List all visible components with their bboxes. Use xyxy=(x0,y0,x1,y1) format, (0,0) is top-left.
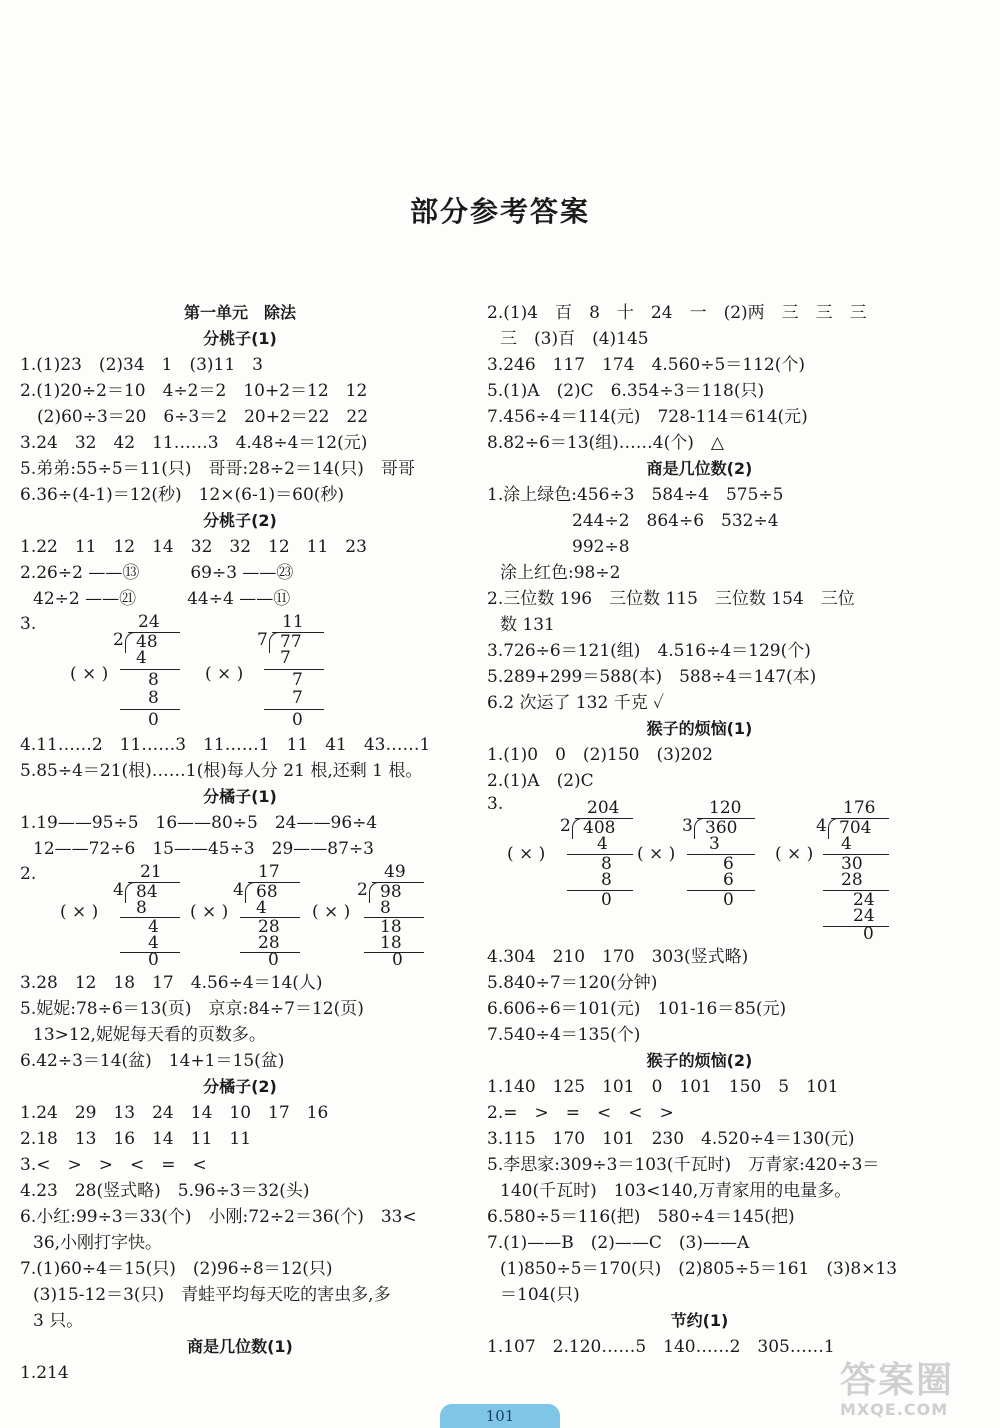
page-title: 部分参考答案 xyxy=(409,195,590,228)
answer-line: 1.140 125 101 0 101 150 5 101 xyxy=(487,1077,839,1097)
answer-line: 2.(1)4 百 8 十 24 一 (2)两 三 三 三 xyxy=(487,303,867,323)
long-division-group xyxy=(20,862,460,970)
section-heading: 猴子的烦恼(1) xyxy=(646,719,753,738)
step-value: 30 xyxy=(841,854,863,874)
answer-line: 1.214 xyxy=(20,1363,69,1383)
answer-line: 涂上红色:98÷2 xyxy=(500,563,621,583)
answer-line: 7.456÷4＝114(元) 728-114＝614(元) xyxy=(487,407,808,427)
check-mark: ( × ) xyxy=(507,844,546,864)
division-bracket xyxy=(125,632,136,653)
divisor: 2 xyxy=(357,880,368,900)
answer-line: ＝104(只) xyxy=(500,1285,580,1305)
check-mark: ( × ) xyxy=(60,902,99,922)
division-bracket xyxy=(125,882,136,903)
division-bracket xyxy=(572,818,583,839)
answer-line: 140(千瓦时) 103<140,万青家用的电量多。 xyxy=(500,1181,852,1201)
step-value: 7 xyxy=(292,688,303,708)
answer-line: 4.11……2 11……3 11……1 11 41 43……1 xyxy=(20,735,431,755)
answer-line: 6.580÷5＝116(把) 580÷4＝145(把) xyxy=(487,1207,795,1227)
division-bracket xyxy=(828,818,839,839)
division-bracket xyxy=(269,632,280,653)
remainder: 0 xyxy=(601,890,612,910)
step-value: 6 xyxy=(723,854,734,874)
answer-line: 5.弟弟:55÷5＝11(只) 哥哥:28÷2＝14(只) 哥哥 xyxy=(20,459,415,479)
answer-line: 2.= > = < < > xyxy=(487,1103,674,1123)
step-value: 7 xyxy=(292,670,303,690)
check-mark: ( × ) xyxy=(312,902,351,922)
step-value: 4 xyxy=(136,648,147,668)
answer-line: 5.840÷7＝120(分钟) xyxy=(487,973,658,993)
watermark-logo xyxy=(840,1362,954,1419)
quotient: 120 xyxy=(709,798,742,818)
remainder: 0 xyxy=(863,924,874,944)
divisor: 3 xyxy=(682,816,693,836)
answer-line: 3.246 117 174 4.560÷5＝112(个) xyxy=(487,355,806,375)
answer-line: (2)60÷3＝20 6÷3＝2 20+2＝22 22 xyxy=(20,407,369,427)
answer-line: 3.28 12 18 17 4.56÷4＝14(人) xyxy=(20,973,323,993)
step-value: 28 xyxy=(258,917,280,937)
divisor: 4 xyxy=(113,880,124,900)
division-bracket xyxy=(694,818,705,839)
step-value: 4 xyxy=(148,933,159,953)
step-value: 18 xyxy=(380,917,402,937)
remainder: 0 xyxy=(148,710,159,730)
unit-heading: 第一单元 除法 xyxy=(183,303,296,322)
answer-line: 6.小红:99÷3＝33(个) 小刚:72÷2＝36(个) 33< xyxy=(20,1207,417,1227)
remainder: 0 xyxy=(723,890,734,910)
answer-line: 3.24 32 42 11……3 4.48÷4＝12(元) xyxy=(20,433,368,453)
answer-line: 13>12,妮妮每天看的页数多。 xyxy=(33,1025,266,1045)
dividend: 408 xyxy=(583,818,616,838)
answer-line: 数 131 xyxy=(500,615,555,635)
dividend: 68 xyxy=(256,882,278,902)
answer-line: 5.85÷4＝21(根)……1(根)每人分 21 根,还剩 1 根。 xyxy=(20,761,423,781)
answer-line: 244÷2 864÷6 532÷4 xyxy=(487,511,779,531)
answer-line: 2.(1)A (2)C xyxy=(487,771,594,791)
divisor: 2 xyxy=(560,816,571,836)
dividend: 77 xyxy=(280,632,302,652)
step-value: 28 xyxy=(841,870,863,890)
left-column xyxy=(20,300,460,1386)
step-value: 4 xyxy=(597,834,608,854)
quotient: 176 xyxy=(843,798,876,818)
answer-line: 4.23 28(竖式略) 5.96÷3＝32(头) xyxy=(20,1181,310,1201)
section-heading: 猴子的烦恼(2) xyxy=(646,1051,753,1070)
quotient: 11 xyxy=(282,612,304,632)
section-heading: 节约(1) xyxy=(670,1311,729,1330)
step-value: 8 xyxy=(148,688,159,708)
dividend: 704 xyxy=(839,818,872,838)
step-value: 24 xyxy=(853,906,875,926)
watermark-url: MXQE.COM xyxy=(840,1400,949,1419)
question-number: 3. xyxy=(20,614,37,634)
quotient: 21 xyxy=(140,862,162,882)
quotient: 24 xyxy=(138,612,160,632)
answer-line: 6.606÷6＝101(元) 101-16＝85(元) xyxy=(487,999,787,1019)
question-number: 3. xyxy=(487,794,504,814)
step-value: 3 xyxy=(709,834,720,854)
remainder: 0 xyxy=(268,950,279,970)
answer-line: (1)850÷5＝170(只) (2)805÷5＝161 (3)8×13 xyxy=(500,1259,898,1279)
dividend: 98 xyxy=(380,882,402,902)
quotient: 49 xyxy=(384,862,406,882)
right-column xyxy=(487,300,912,1360)
step-value: 8 xyxy=(601,870,612,890)
check-mark: ( × ) xyxy=(190,902,229,922)
step-value: 4 xyxy=(256,898,267,918)
answer-line: 3.115 170 101 230 4.520÷4＝130(元) xyxy=(487,1129,855,1149)
subtraction-line xyxy=(823,926,889,927)
answer-line: 7.(1)——B (2)——C (3)——A xyxy=(487,1233,750,1253)
check-mark: ( × ) xyxy=(205,664,244,684)
answer-line: 5.289+299＝588(本) 588÷4＝147(本) xyxy=(487,667,817,687)
answer-line: 1.24 29 13 24 14 10 17 16 xyxy=(20,1103,329,1123)
step-value: 8 xyxy=(601,854,612,874)
subtraction-line xyxy=(687,890,755,891)
step-value: 8 xyxy=(380,898,391,918)
section-heading: 分桃子(1) xyxy=(203,329,277,348)
check-mark: ( × ) xyxy=(637,844,676,864)
answer-line: 6.2 次运了 132 千克 ✓ xyxy=(487,693,665,713)
answer-line: 2.三位数 196 三位数 115 三位数 154 三位 xyxy=(487,589,855,609)
answer-line: 1.19——95÷5 16——80÷5 24——96÷4 xyxy=(20,813,378,833)
subtraction-line xyxy=(687,854,755,855)
section-heading: 分橘子(2) xyxy=(203,1077,277,1096)
answer-line: 2.(1)20÷2＝10 4÷2＝2 10+2＝12 12 xyxy=(20,381,368,401)
answer-line: 12——72÷6 15——45÷3 29——87÷3 xyxy=(33,839,374,859)
quotient: 204 xyxy=(587,798,620,818)
answer-line: 42÷2 ——㉑ 44÷4 ——⑪ xyxy=(33,589,291,609)
answer-line: 4.304 210 170 303(竖式略) xyxy=(487,947,749,967)
answer-line: 2.18 13 16 14 11 11 xyxy=(20,1129,252,1149)
step-value: 28 xyxy=(258,933,280,953)
dividend: 48 xyxy=(136,632,158,652)
step-value: 8 xyxy=(136,898,147,918)
long-division-group xyxy=(20,612,460,732)
section-heading: 分桃子(2) xyxy=(203,511,277,530)
check-mark: ( × ) xyxy=(70,664,109,684)
question-number: 2. xyxy=(20,864,37,884)
remainder: 0 xyxy=(292,710,303,730)
answer-line: 992÷8 xyxy=(487,537,630,557)
answer-line: 三 (3)百 (4)145 xyxy=(500,329,649,349)
answer-line: 1.涂上绿色:456÷3 584÷4 575÷5 xyxy=(487,485,784,505)
answer-line: 5.妮妮:78÷6＝13(页) 京京:84÷7＝12(页) xyxy=(20,999,364,1019)
step-value: 6 xyxy=(723,870,734,890)
step-value: 24 xyxy=(853,890,875,910)
step-value: 18 xyxy=(380,933,402,953)
subtraction-line xyxy=(567,854,633,855)
remainder: 0 xyxy=(148,950,159,970)
subtraction-line xyxy=(567,890,633,891)
answer-line: 6.36÷(4-1)＝12(秒) 12×(6-1)＝60(秒) xyxy=(20,485,345,505)
answer-line: 5.(1)A (2)C 6.354÷3＝118(只) xyxy=(487,381,765,401)
section-heading: 商是几位数(1) xyxy=(187,1337,293,1356)
answer-line: 1.(1)23 (2)34 1 (3)11 3 xyxy=(20,355,263,375)
divisor: 7 xyxy=(257,630,268,650)
answer-line: 3 只。 xyxy=(33,1311,84,1331)
step-value: 4 xyxy=(148,917,159,937)
section-heading: 分橘子(1) xyxy=(203,787,277,806)
divisor: 4 xyxy=(816,816,827,836)
division-bracket xyxy=(369,882,380,903)
answer-line: 36,小刚打字快。 xyxy=(33,1233,163,1253)
watermark-text: 答案圈 xyxy=(840,1360,955,1401)
divisor: 2 xyxy=(113,630,124,650)
answer-line: (3)15-12＝3(只) 青蛙平均每天吃的害虫多,多 xyxy=(33,1285,391,1305)
answer-line: 6.42÷3＝14(盆) 14+1＝15(盆) xyxy=(20,1051,285,1071)
step-value: 7 xyxy=(280,648,291,668)
step-value: 8 xyxy=(148,670,159,690)
answer-line: 3.726÷6＝121(组) 4.516÷4＝129(个) xyxy=(487,641,811,661)
answer-line: 1.107 2.120……5 140……2 305……1 xyxy=(487,1337,835,1357)
section-heading: 商是几位数(2) xyxy=(646,459,753,478)
answer-line: 3.< > > < = < xyxy=(20,1155,207,1175)
answer-line: 7.(1)60÷4＝15(只) (2)96÷8＝12(只) xyxy=(20,1259,333,1279)
answer-line: 5.李思家:309÷3＝103(千瓦时) 万青家:420÷3＝ xyxy=(487,1155,880,1175)
check-mark: ( × ) xyxy=(775,844,814,864)
answer-line: 7.540÷4＝135(个) xyxy=(487,1025,641,1045)
answer-line: 1.(1)0 0 (2)150 (3)202 xyxy=(487,745,713,765)
answer-line: 2.26÷2 ——⑬ 69÷3 ——㉓ xyxy=(20,563,294,583)
remainder: 0 xyxy=(392,950,403,970)
dividend: 360 xyxy=(705,818,738,838)
quotient: 17 xyxy=(258,862,280,882)
answer-line: 8.82÷6＝13(组)……4(个) △ xyxy=(487,433,724,453)
page-number: 101 xyxy=(440,1404,560,1428)
dividend: 84 xyxy=(136,882,158,902)
division-bracket xyxy=(245,882,256,903)
long-division-group xyxy=(487,794,912,944)
step-value: 4 xyxy=(841,834,852,854)
divisor: 4 xyxy=(233,880,244,900)
answer-line: 1.22 11 12 14 32 32 12 11 23 xyxy=(20,537,367,557)
